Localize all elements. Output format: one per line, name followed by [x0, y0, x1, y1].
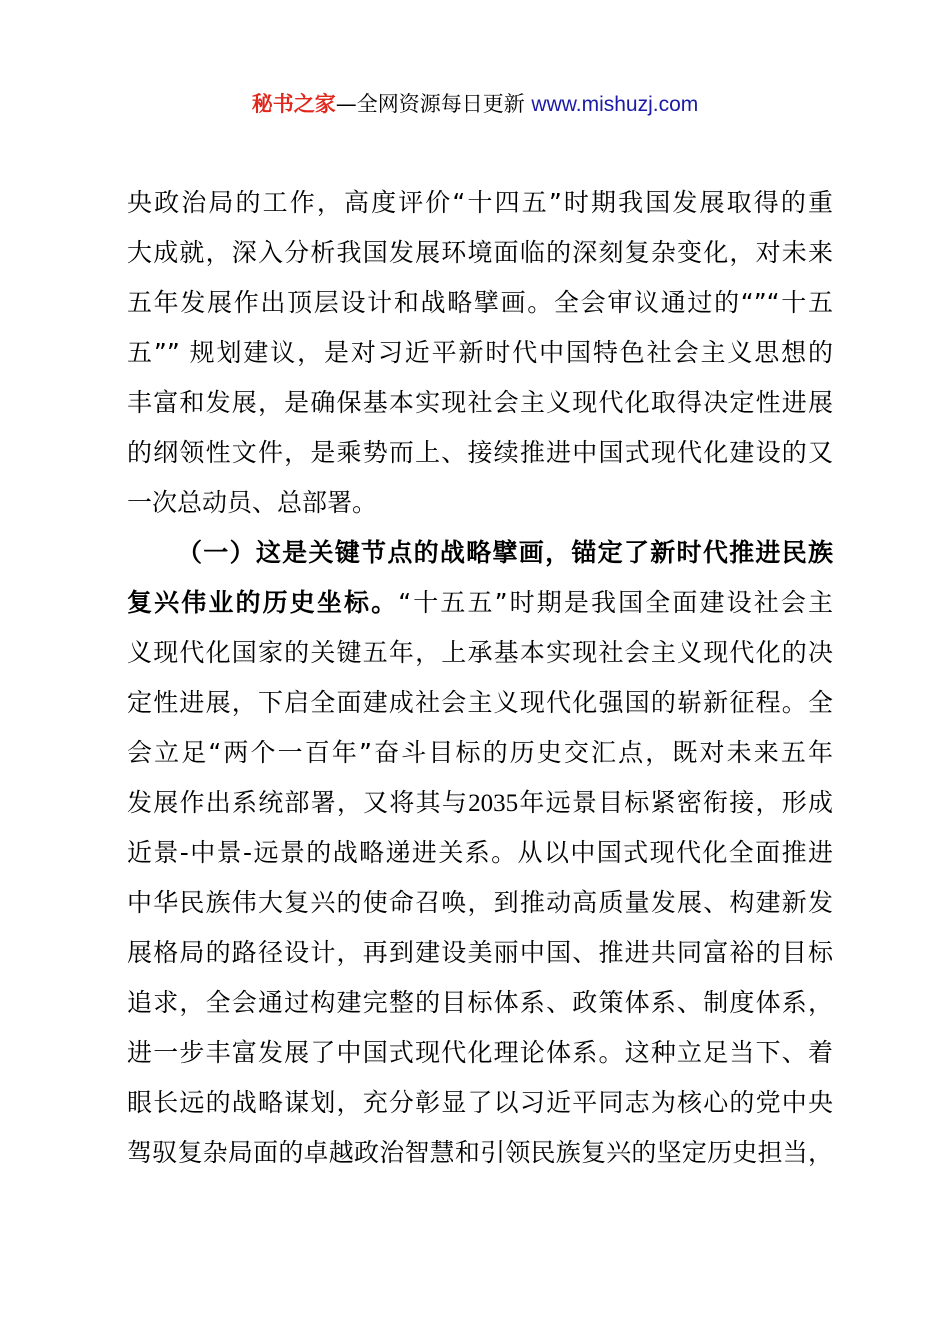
text-line: 五年发展作出顶层设计和战略擘画。全会审议通过的“”“十五 [127, 288, 833, 317]
text-line: 五”” 规划建议，是对习近平新时代中国特色社会主义思想的 [127, 338, 833, 367]
section-text: “十五五”时期是我国全面建设社会主 [398, 588, 833, 617]
text-line: 会立足“两个一百年”奋斗目标的历史交汇点，既对未来五年 [127, 738, 833, 767]
text-line: 义现代化国家的关键五年，上承基本实现社会主义现代化的决 [127, 638, 833, 667]
text-segment: 发展作出系统部署，又将其与 [127, 788, 469, 817]
year-number: 2035 [468, 790, 519, 817]
text-line: 央政治局的工作，高度评价“十四五”时期我国发展取得的重 [127, 188, 833, 217]
header-tagline: —全网资源每日更新 [335, 92, 532, 116]
text-line: 追求，全会通过构建完整的目标体系、政策体系、制度体系， [127, 988, 833, 1017]
text-line: 定性进展，下启全面建成社会主义现代化强国的崭新征程。全 [127, 688, 833, 717]
site-url-link[interactable]: www.mishuzj.com [531, 93, 699, 116]
text-line: 的纲领性文件，是乘势而上、接续推进中国式现代化建设的又 [127, 438, 833, 467]
text-line: 近景-中景-远景的战略递进关系。从以中国式现代化全面推进 [127, 838, 833, 867]
brand-name: 秘书之家 [251, 92, 336, 116]
text-line: 大成就，深入分析我国发展环境面临的深刻复杂变化，对未来 [127, 238, 833, 267]
page-header [0, 88, 950, 121]
text-segment: 年远景目标紧密衔接，形成 [518, 788, 833, 817]
text-line: 进一步丰富发展了中国式现代化理论体系。这种立足当下、着 [127, 1038, 833, 1067]
text-line: 中华民族伟大复兴的使命召唤，到推动高质量发展、构建新发 [127, 888, 833, 917]
document-body [127, 178, 833, 1178]
text-line: 展格局的路径设计，再到建设美丽中国、推进共同富裕的目标 [127, 938, 833, 967]
text-line: 驾驭复杂局面的卓越政治智慧和引领民族复兴的坚定历史担当， [127, 1138, 833, 1167]
text-line: 一次总动员、总部署。 [127, 488, 378, 517]
text-line: 丰富和发展，是确保基本实现社会主义现代化取得决定性进展 [127, 388, 833, 417]
section-heading-end: 复兴伟业的历史坐标。 [127, 588, 399, 617]
text-line [127, 778, 833, 828]
section-heading: （一）这是关键节点的战略擘画，锚定了新时代推进民族 [177, 538, 833, 567]
text-line [127, 578, 833, 628]
text-line: 眼长远的战略谋划，充分彰显了以习近平同志为核心的党中央 [127, 1088, 833, 1117]
